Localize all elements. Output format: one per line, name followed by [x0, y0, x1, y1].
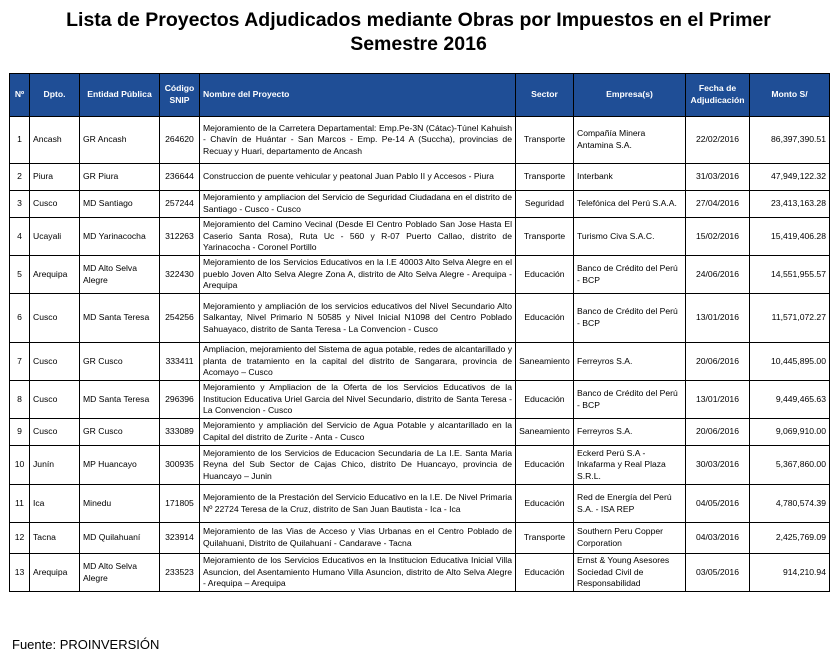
title-line-2: Semestre 2016 [350, 33, 487, 55]
cell-sector: Transporte [516, 218, 574, 256]
header-entidad: Entidad Pública [80, 74, 160, 117]
cell-dpto: Cusco [30, 191, 80, 218]
cell-codigo: 312263 [160, 218, 200, 256]
table-row [10, 523, 830, 554]
cell-empresa: Telefónica del Perú S.A.A. [574, 191, 686, 218]
cell-n: 3 [10, 191, 30, 218]
table-row [10, 381, 830, 419]
cell-entidad: MD Santa Teresa [80, 294, 160, 343]
table-row [10, 419, 830, 446]
cell-empresa: Southern Peru Copper Corporation [574, 523, 686, 554]
cell-nombre: Mejoramiento de la Prestación del Servicio Educativo en la I.E. De Nivel Primaria Nº 22724 Teresa de la Cruz, distrito de San Juan Bautista - Ica - Ica [200, 485, 516, 523]
cell-fecha: 27/04/2016 [686, 191, 750, 218]
cell-sector: Saneamiento [516, 343, 574, 381]
cell-n: 6 [10, 294, 30, 343]
cell-monto: 14,551,955.57 [750, 256, 830, 294]
cell-sector: Educación [516, 381, 574, 419]
cell-monto: 47,949,122.32 [750, 164, 830, 191]
cell-entidad: GR Cusco [80, 419, 160, 446]
cell-codigo: 333411 [160, 343, 200, 381]
cell-codigo: 322430 [160, 256, 200, 294]
cell-entidad: MP Huancayo [80, 446, 160, 485]
cell-empresa: Banco de Crédito del Perú - BCP [574, 256, 686, 294]
cell-fecha: 24/06/2016 [686, 256, 750, 294]
cell-monto: 914,210.94 [750, 554, 830, 592]
cell-n: 13 [10, 554, 30, 592]
cell-fecha: 20/06/2016 [686, 343, 750, 381]
cell-empresa: Interbank [574, 164, 686, 191]
cell-monto: 23,413,163.28 [750, 191, 830, 218]
cell-nombre: Ampliacion, mejoramiento del Sistema de agua potable, redes de alcantarillado y planta de tratamiento en la capital del distrito de Sangarara, provincia de Acomayo – Cusco [200, 343, 516, 381]
header-sector: Sector [516, 74, 574, 117]
cell-monto: 10,445,895.00 [750, 343, 830, 381]
source-note: Fuente: PROINVERSIÓN [12, 637, 160, 652]
cell-n: 1 [10, 117, 30, 164]
header-fecha: Fecha de Adjudicación [686, 74, 750, 117]
cell-dpto: Ancash [30, 117, 80, 164]
cell-codigo: 254256 [160, 294, 200, 343]
cell-empresa: Banco de Crédito del Perú - BCP [574, 381, 686, 419]
cell-codigo: 296396 [160, 381, 200, 419]
cell-sector: Educación [516, 554, 574, 592]
cell-entidad: MD Quilahuaní [80, 523, 160, 554]
cell-entidad: Minedu [80, 485, 160, 523]
cell-entidad: GR Ancash [80, 117, 160, 164]
page-title [0, 8, 837, 56]
cell-nombre: Mejoramiento de las Vias de Acceso y Vias Urbanas en el Centro Poblado de Quilahuani, Distrito de Quilahuaní - Candarave - Tacna [200, 523, 516, 554]
table-row [10, 446, 830, 485]
cell-monto: 2,425,769.09 [750, 523, 830, 554]
cell-empresa: Eckerd Perú S.A - Inkafarma y Real Plaza S.R.L. [574, 446, 686, 485]
cell-sector: Transporte [516, 164, 574, 191]
table-row [10, 256, 830, 294]
table-header-row [10, 74, 830, 117]
cell-n: 8 [10, 381, 30, 419]
header-dpto: Dpto. [30, 74, 80, 117]
cell-dpto: Junín [30, 446, 80, 485]
cell-codigo: 236644 [160, 164, 200, 191]
cell-dpto: Cusco [30, 294, 80, 343]
cell-nombre: Mejoramiento de la Carretera Departamental: Emp.Pe-3N (Cátac)-Túnel Kahuish - Chavín de Huántar - San Marcos - Emp. Pe-14 A (Succha), provincias de Recuay y Huari, departamento de Ancash [200, 117, 516, 164]
cell-empresa: Banco de Crédito del Perú - BCP [574, 294, 686, 343]
cell-entidad: MD Santa Teresa [80, 381, 160, 419]
cell-entidad: MD Yarinacocha [80, 218, 160, 256]
cell-sector: Educación [516, 294, 574, 343]
cell-n: 12 [10, 523, 30, 554]
cell-fecha: 13/01/2016 [686, 381, 750, 419]
cell-codigo: 171805 [160, 485, 200, 523]
header-n: Nº [10, 74, 30, 117]
cell-empresa: Turismo Civa S.A.C. [574, 218, 686, 256]
cell-sector: Educación [516, 256, 574, 294]
cell-sector: Transporte [516, 117, 574, 164]
cell-dpto: Cusco [30, 381, 80, 419]
cell-entidad: GR Cusco [80, 343, 160, 381]
cell-nombre: Mejoramiento del Camino Vecinal (Desde El Centro Poblado San Jose Hasta El Caserio Santa Rosa), Ruta Uc - 560 y R-07 Puerto Callao, distrito de Yarinacocha - Coronel Portillo [200, 218, 516, 256]
cell-monto: 5,367,860.00 [750, 446, 830, 485]
cell-fecha: 04/05/2016 [686, 485, 750, 523]
cell-dpto: Cusco [30, 343, 80, 381]
cell-codigo: 323914 [160, 523, 200, 554]
cell-fecha: 20/06/2016 [686, 419, 750, 446]
table-row [10, 191, 830, 218]
title-line-1: Lista de Proyectos Adjudicados mediante Obras por Impuestos en el Primer [66, 9, 771, 31]
cell-entidad: MD Santiago [80, 191, 160, 218]
cell-fecha: 13/01/2016 [686, 294, 750, 343]
cell-sector: Seguridad [516, 191, 574, 218]
cell-monto: 9,449,465.63 [750, 381, 830, 419]
cell-monto: 15,419,406.28 [750, 218, 830, 256]
cell-empresa: Red de Energía del Perú S.A. - ISA REP [574, 485, 686, 523]
cell-empresa: Compañía Minera Antamina S.A. [574, 117, 686, 164]
cell-empresa: Ferreyros S.A. [574, 343, 686, 381]
cell-fecha: 04/03/2016 [686, 523, 750, 554]
cell-codigo: 233523 [160, 554, 200, 592]
table-row [10, 343, 830, 381]
cell-n: 7 [10, 343, 30, 381]
cell-nombre: Mejoramiento y ampliacion del Servicio de Seguridad Ciudadana en el distrito de Santiago - Cusco - Cusco [200, 191, 516, 218]
cell-nombre: Construccion de puente vehicular y peatonal Juan Pablo II y Accesos - Piura [200, 164, 516, 191]
cell-dpto: Ica [30, 485, 80, 523]
cell-n: 4 [10, 218, 30, 256]
cell-entidad: GR Piura [80, 164, 160, 191]
cell-n: 11 [10, 485, 30, 523]
cell-n: 5 [10, 256, 30, 294]
cell-n: 10 [10, 446, 30, 485]
cell-sector: Educación [516, 446, 574, 485]
cell-n: 9 [10, 419, 30, 446]
table-row [10, 554, 830, 592]
table-row [10, 294, 830, 343]
cell-dpto: Tacna [30, 523, 80, 554]
cell-sector: Educación [516, 485, 574, 523]
cell-monto: 9,069,910.00 [750, 419, 830, 446]
cell-sector: Saneamiento [516, 419, 574, 446]
header-monto: Monto S/ [750, 74, 830, 117]
table-row [10, 164, 830, 191]
cell-empresa: Ferreyros S.A. [574, 419, 686, 446]
cell-codigo: 300935 [160, 446, 200, 485]
cell-fecha: 03/05/2016 [686, 554, 750, 592]
cell-codigo: 333089 [160, 419, 200, 446]
table-row [10, 117, 830, 164]
cell-nombre: Mejoramiento y Ampliacion de la Oferta de los Servicios Educativos de la Institucion Educativa Uriel Garcia del Nivel Secundario, distrito de Santa Teresa - La Convencion - Cusco [200, 381, 516, 419]
cell-nombre: Mejoramiento de los Servicios de Educacion Secundaria de La I.E. Santa Maria Reyna del Sub Sector de Cajas Chico, distrito De Huancayo, provincia de Huancayo – Junin [200, 446, 516, 485]
cell-fecha: 30/03/2016 [686, 446, 750, 485]
cell-monto: 11,571,072.27 [750, 294, 830, 343]
cell-empresa: Ernst & Young Asesores Sociedad Civil de Responsabilidad [574, 554, 686, 592]
cell-codigo: 257244 [160, 191, 200, 218]
projects-table [9, 73, 830, 592]
cell-fecha: 15/02/2016 [686, 218, 750, 256]
cell-fecha: 31/03/2016 [686, 164, 750, 191]
cell-monto: 4,780,574.39 [750, 485, 830, 523]
header-empresa: Empresa(s) [574, 74, 686, 117]
cell-sector: Transporte [516, 523, 574, 554]
cell-dpto: Arequipa [30, 554, 80, 592]
cell-nombre: Mejoramiento y ampliación del Servicio de Agua Potable y alcantarillado en la Capital del distrito de Zurite - Anta - Cusco [200, 419, 516, 446]
cell-dpto: Ucayali [30, 218, 80, 256]
cell-codigo: 264620 [160, 117, 200, 164]
cell-entidad: MD Alto Selva Alegre [80, 256, 160, 294]
cell-dpto: Arequipa [30, 256, 80, 294]
cell-n: 2 [10, 164, 30, 191]
header-nombre: Nombre del Proyecto [200, 74, 516, 117]
cell-dpto: Cusco [30, 419, 80, 446]
cell-entidad: MD Alto Selva Alegre [80, 554, 160, 592]
cell-nombre: Mejoramiento de los Servicios Educativos en la I.E 40003 Alto Selva Alegre en el pueblo Joven Alto Selva Alegre Zona A, distrito de Alto Selva Alegre - Arequipa - Arequipa [200, 256, 516, 294]
cell-dpto: Piura [30, 164, 80, 191]
cell-fecha: 22/02/2016 [686, 117, 750, 164]
cell-nombre: Mejoramiento y ampliación de los servicios educativos del Nivel Secundario Alto Salkantay, Nivel Primario N 50585 y Nivel Inicial N1098 del Centro Poblado Sahuayaco, distrito de Santa Teresa - La Convencion - Cusco [200, 294, 516, 343]
header-codigo: Código SNIP [160, 74, 200, 117]
cell-monto: 86,397,390.51 [750, 117, 830, 164]
cell-nombre: Mejoramiento de los Servicios Educativos en la Institucion Educativa Inicial Villa Asuncion, del Asentamiento Humano Villa Asuncion, distrito de Alto Selva Alegre - Arequipa – Arequipa [200, 554, 516, 592]
table-row [10, 218, 830, 256]
table-row [10, 485, 830, 523]
